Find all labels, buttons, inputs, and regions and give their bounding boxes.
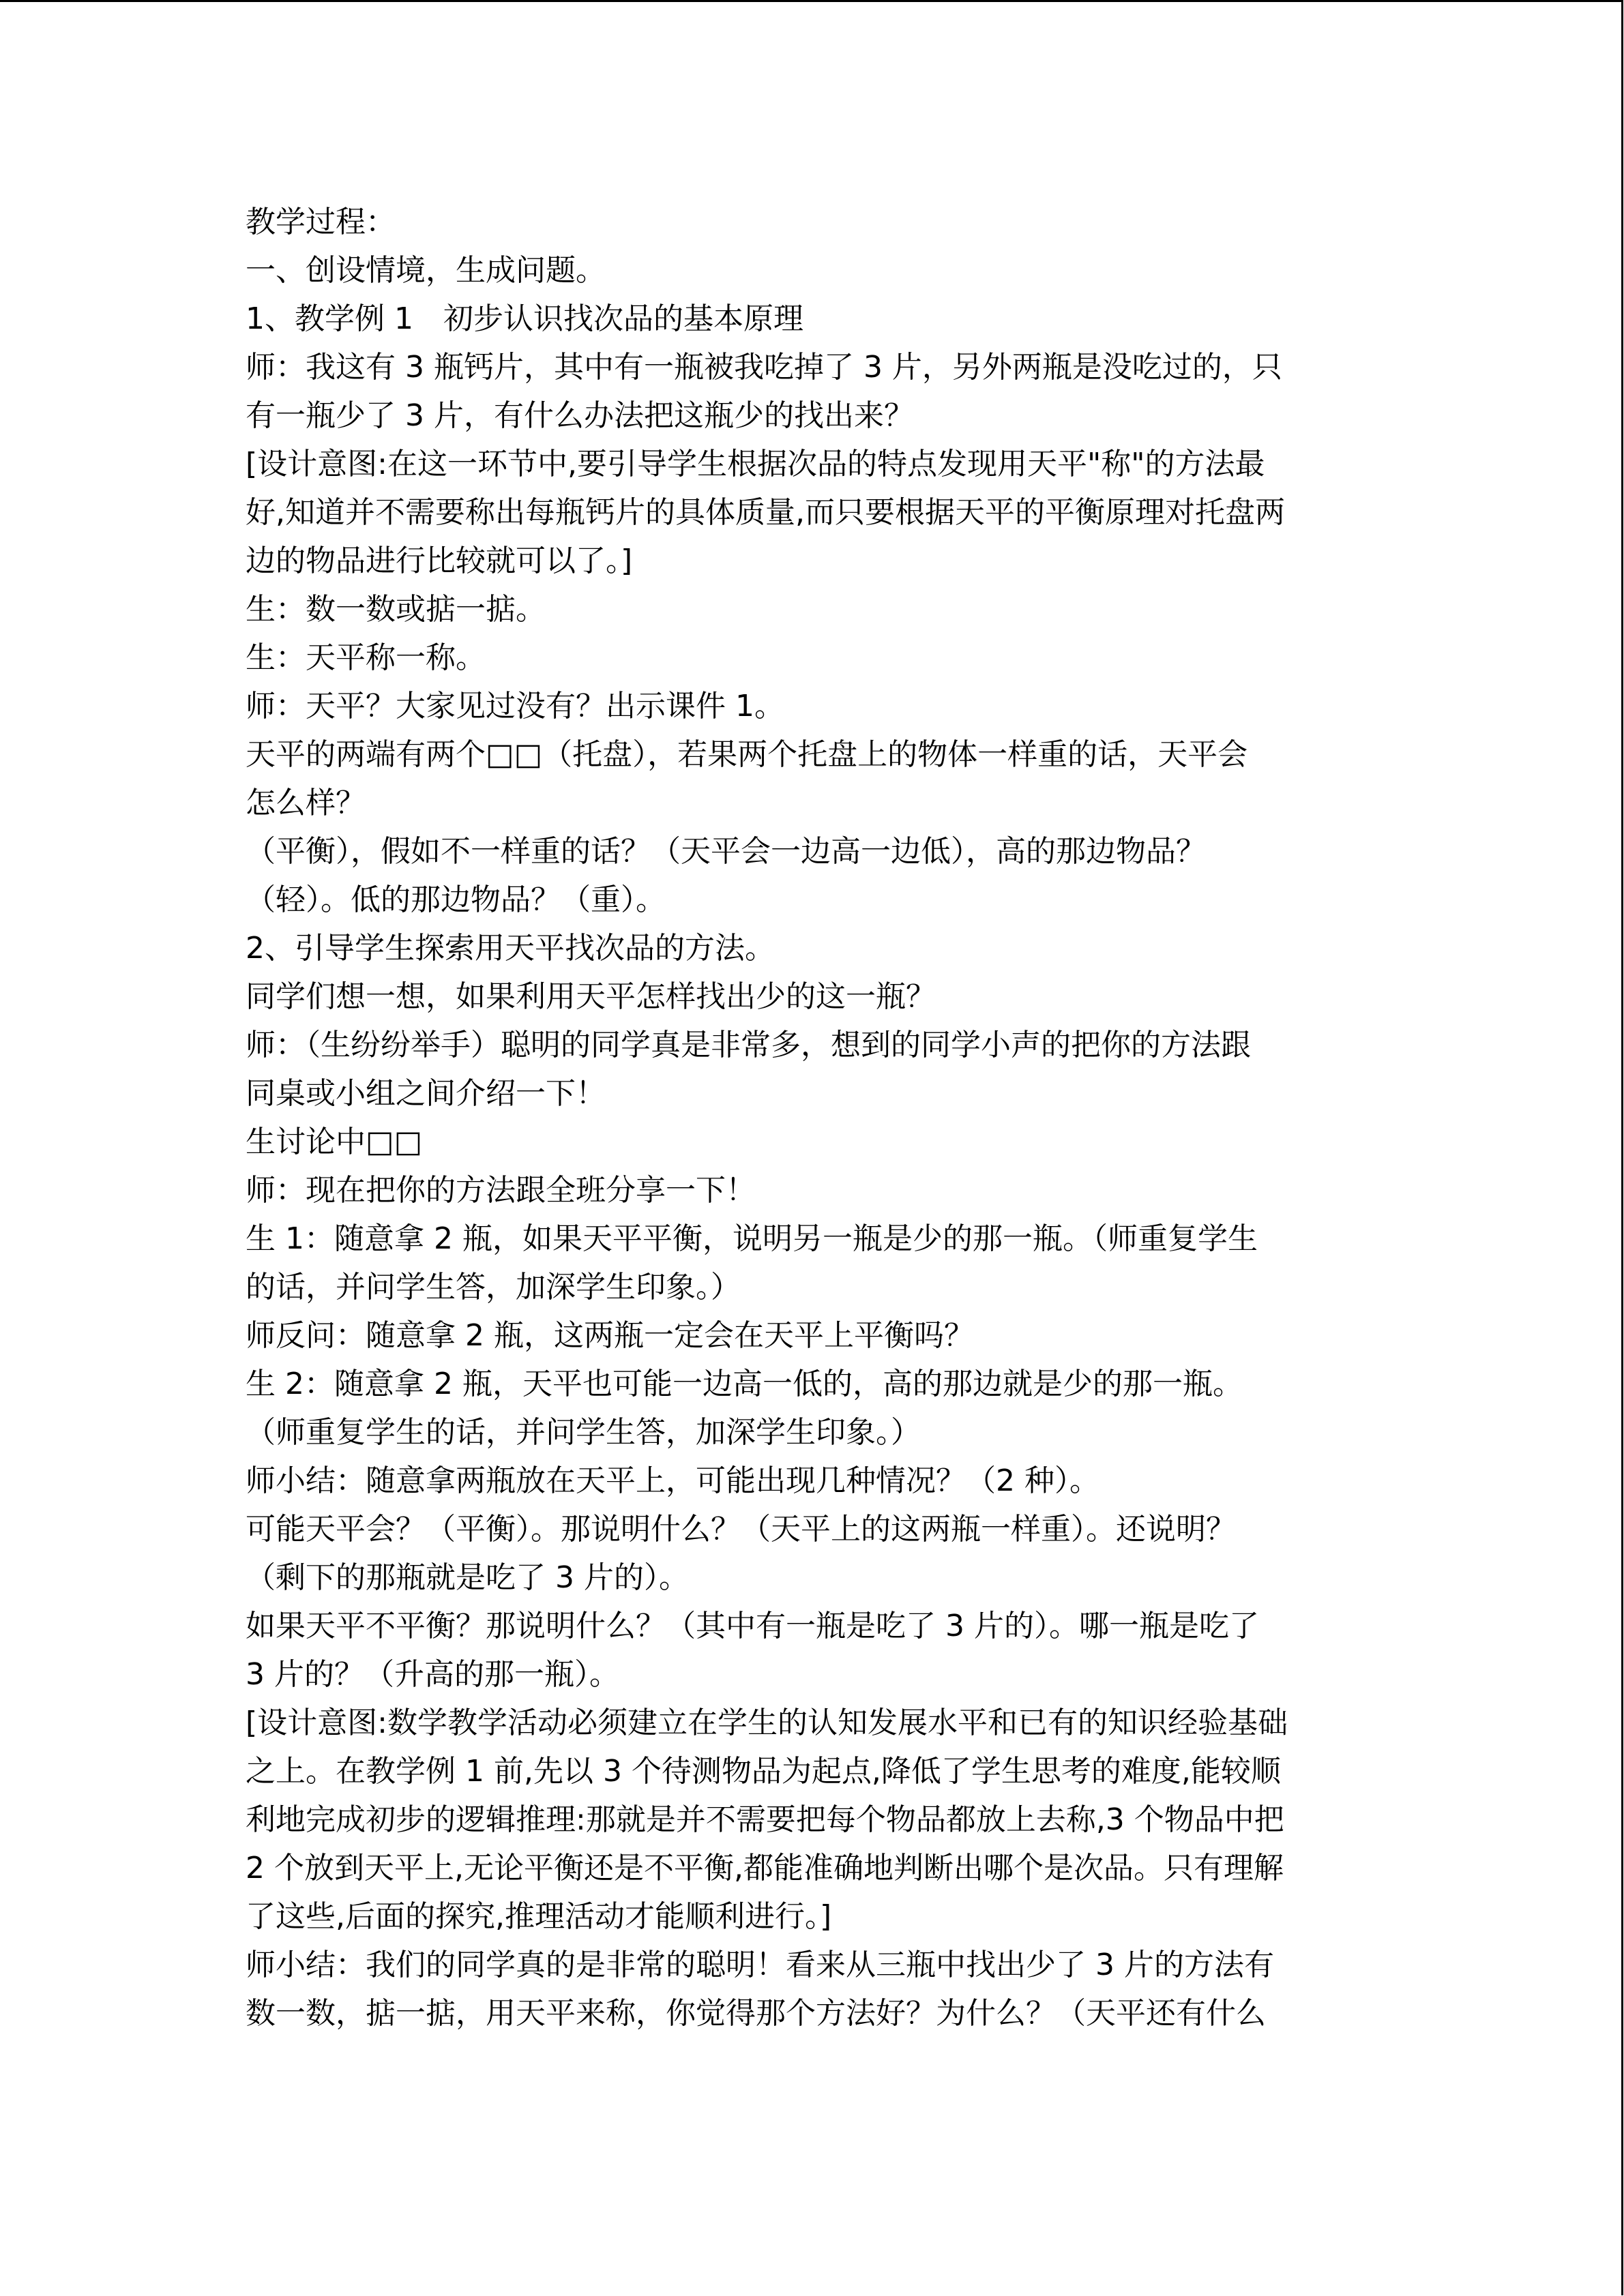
subsection-heading: 一、创设情境，生成问题。: [246, 253, 606, 288]
text-line: 师：（生纷纷举手）聪明的同学真是非常多，想到的同学小声的把你的方法跟: [246, 1028, 1251, 1062]
text-line: （师重复学生的话，并问学生答，加深学生印象。）: [246, 1415, 921, 1450]
text-line: 同学们想一想，如果利用天平怎样找出少的这一瓶？: [246, 979, 936, 1014]
text-line: 生 2：随意拿 2 瓶，天平也可能一边高一低的，高的那边就是少的那一瓶。: [246, 1367, 1243, 1401]
text-line: 有一瓶少了 3 片，有什么办法把这瓶少的找出来？: [246, 398, 914, 433]
text-line: 可能天平会？（平衡）。那说明什么？（天平上的这两瓶一样重）。还说明？: [246, 1512, 1236, 1547]
text-line: （轻）。低的那边物品？（重）。: [246, 882, 666, 917]
text-line: 师：天平？大家见过没有？出示课件 1。: [246, 689, 784, 724]
text-line: （剩下的那瓶就是吃了 3 片的）。: [246, 1560, 689, 1595]
design-intent-line: 好,知道并不需要称出每瓶钙片的具体质量,而只要根据天平的平衡原理对托盘两: [246, 495, 1285, 530]
example-heading: 1、教学例 1 初步认识找次品的基本原理: [246, 301, 803, 336]
text-line: （平衡），假如不一样重的话？（天平会一边高一边低），高的那边物品？: [246, 834, 1206, 869]
design-intent-line: 利地完成初步的逻辑推理:那就是并不需要把每个物品都放上去称,3 个物品中把: [246, 1802, 1284, 1837]
text-line: 生 1：随意拿 2 瓶，如果天平平衡，说明另一瓶是少的那一瓶。（师重复学生: [246, 1221, 1258, 1256]
text-line: 天平的两端有两个□□（托盘），若果两个托盘上的物体一样重的话，天平会: [246, 737, 1248, 772]
design-intent-line: [设计意图:数学教学活动必须建立在学生的认知发展水平和已有的知识经验基础: [246, 1705, 1288, 1740]
text-line: 如果天平不平衡？那说明什么？（其中有一瓶是吃了 3 片的）。哪一瓶是吃了: [246, 1609, 1259, 1643]
text-line: 3 片的？（升高的那一瓶）。: [246, 1657, 619, 1692]
text-line: 生：天平称一称。: [246, 640, 486, 675]
text-line: 怎么样？: [246, 786, 366, 820]
design-intent-line: 边的物品进行比较就可以了。]: [246, 543, 633, 578]
design-intent-line: 之上。在教学例 1 前,先以 3 个待测物品为起点,降低了学生思考的难度,能较顺: [246, 1754, 1281, 1789]
text-line: 生：数一数或掂一掂。: [246, 592, 546, 627]
text-line: 师小结：随意拿两瓶放在天平上，可能出现几种情况？（2 种）。: [246, 1463, 1099, 1498]
text-line: 的话，并问学生答，加深学生印象。）: [246, 1270, 741, 1304]
design-intent-line: 2 个放到天平上,无论平衡还是不平衡,都能准确地判断出哪个是次品。只有理解: [246, 1851, 1284, 1885]
design-intent-line: [设计意图:在这一环节中,要引导学生根据次品的特点发现用天平"称"的方法最: [246, 447, 1265, 481]
text-line: 同桌或小组之间介绍一下！: [246, 1076, 606, 1111]
text-line: 师：我这有 3 瓶钙片，其中有一瓶被我吃掉了 3 片，另外两瓶是没吃过的，只: [246, 350, 1282, 385]
text-line: 师：现在把你的方法跟全班分享一下！: [246, 1173, 756, 1208]
document-body: [246, 198, 1378, 2038]
text-line: 生讨论中□□: [246, 1124, 423, 1159]
subsection-heading: 2、引导学生探索用天平找次品的方法。: [246, 931, 775, 966]
section-heading: 教学过程：: [246, 205, 396, 239]
text-line: 师反问：随意拿 2 瓶，这两瓶一定会在天平上平衡吗？: [246, 1318, 974, 1353]
design-intent-line: 了这些,后面的探究,推理活动才能顺利进行。]: [246, 1899, 832, 1934]
text-line: 数一数，掂一掂，用天平来称，你觉得那个方法好？为什么？（天平还有什么: [246, 1996, 1266, 2031]
text-line: 师小结：我们的同学真的是非常的聪明！看来从三瓶中找出少了 3 片的方法有: [246, 1948, 1274, 1982]
